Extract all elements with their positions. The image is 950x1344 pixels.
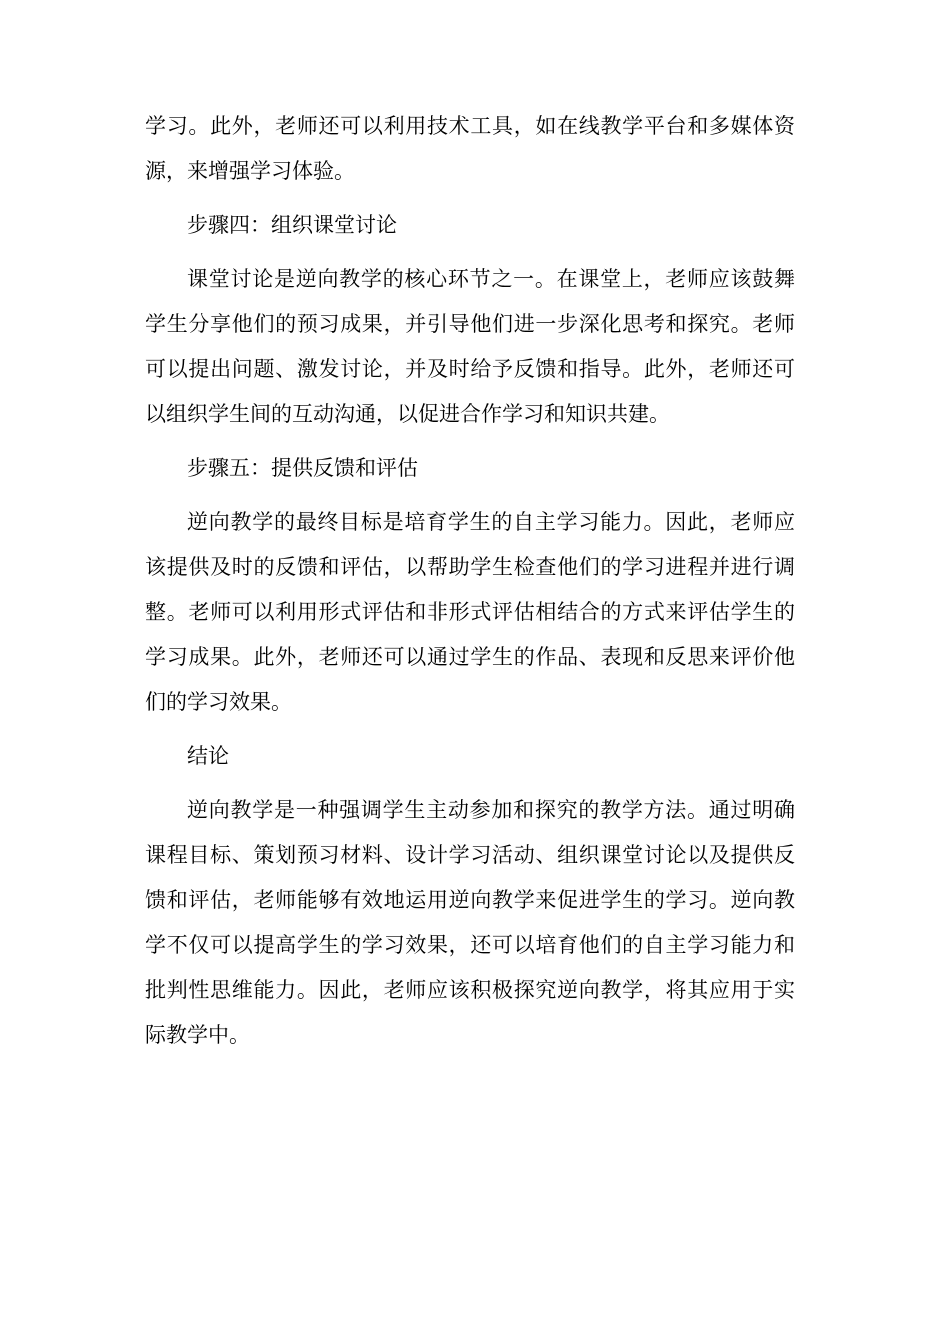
document-body [145,104,795,1067]
section-heading-conclusion: 结论 [187,744,229,768]
paragraph-feedback-assessment: 逆向教学的最终目标是培育学生的自主学习能力。因此，老师应该提供及时的反馈和评估，以帮助学生检查他们的学习进程并进行调整。老师可以利用形式评估和非形式评估相结合的方式来评估学生的学习成果。此外，老师还可以通过学生的作品、表现和反思来评价他们的学习效果。 [145,510,795,714]
paragraph-classroom-discussion: 课堂讨论是逆向教学的核心环节之一。在课堂上，老师应该鼓舞学生分享他们的预习成果，并引导他们进一步深化思考和探究。老师可以提出问题、激发讨论，并及时给予反馈和指导。此外，老师还可以组织学生间的互动沟通，以促进合作学习和知识共建。 [145,267,795,426]
section-heading-step-four: 步骤四：组织课堂讨论 [187,213,397,237]
paragraph-continuation: 学习。此外，老师还可以利用技术工具，如在线教学平台和多媒体资源，来增强学习体验。 [145,114,795,183]
paragraph-conclusion: 逆向教学是一种强调学生主动参加和探究的教学方法。通过明确课程目标、策划预习材料、设计学习活动、组织课堂讨论以及提供反馈和评估，老师能够有效地运用逆向教学来促进学生的学习。逆向教学不仅可以提高学生的学习效果，还可以培育他们的自主学习能力和批判性思维能力。因此，老师应该积极探究逆向教学，将其应用于实际教学中。 [145,798,795,1047]
section-heading-step-five: 步骤五：提供反馈和评估 [187,456,418,480]
